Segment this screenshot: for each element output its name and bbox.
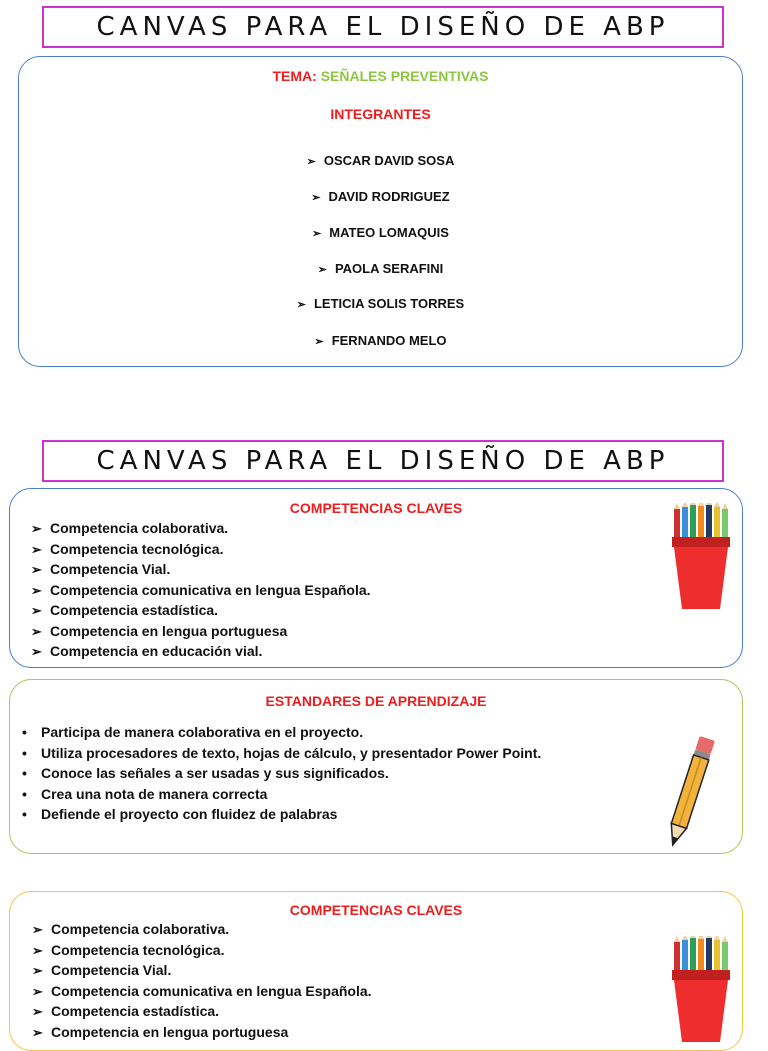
competencias-heading: COMPETENCIAS CLAVES [289, 500, 463, 516]
tema-value: SEÑALES PREVENTIVAS [320, 68, 489, 84]
arrow-icon: ➢ [32, 922, 43, 937]
tema-line [19, 68, 742, 84]
arrow-icon: ➢ [32, 942, 43, 958]
list-item: ➢ Competencia estadística. [31, 600, 371, 621]
bullet-icon: • [22, 765, 27, 781]
competencias-card-2 [9, 891, 743, 1051]
list-item: • Conoce las señales a ser usadas y sus significados. [22, 763, 541, 784]
arrow-icon: ➢ [32, 1024, 43, 1040]
member-item: ➢ LETICIA SOLIS TORRES [296, 296, 465, 311]
competencias-heading-2: COMPETENCIAS CLAVES [289, 902, 463, 918]
arrow-icon: ➢ [32, 1004, 43, 1019]
pencil-cup-icon [668, 503, 734, 611]
list-item: ➢ Competencia en educación vial. [31, 641, 371, 662]
member-item: ➢ OSCAR DAVID SOSA [306, 153, 455, 168]
estandares-list [22, 722, 541, 825]
list-item: ➢ Competencia en lengua portuguesa [32, 1022, 372, 1043]
list-item: ➢ Competencia colaborativa. [31, 518, 371, 539]
member-item: ➢ DAVID RODRIGUEZ [311, 189, 450, 204]
estandares-card [9, 679, 743, 854]
arrow-icon: ➢ [312, 228, 322, 240]
bullet-icon: • [22, 785, 27, 802]
member-item: ➢ MATEO LOMAQUIS [312, 225, 449, 240]
arrow-icon: ➢ [296, 299, 306, 311]
list-item: ➢ Competencia Vial. [32, 960, 372, 981]
bullet-icon: • [22, 744, 27, 761]
member-item: ➢ FERNANDO MELO [314, 333, 447, 348]
arrow-icon: ➢ [314, 336, 324, 348]
estandares-heading: ESTANDARES DE APRENDIZAJE [265, 693, 487, 709]
list-item: ➢ Competencia colaborativa. [32, 919, 372, 940]
competencias-card [9, 488, 743, 668]
page-title-1: CANVAS PARA EL DISEÑO DE ABP [42, 6, 724, 48]
list-item: • Participa de manera colaborativa en el proyecto. [22, 722, 541, 743]
bullet-icon: • [22, 724, 27, 740]
arrow-icon: ➢ [306, 156, 316, 168]
tema-label: TEMA: [272, 68, 317, 84]
list-item: ➢ Competencia comunicativa en lengua Española. [32, 981, 372, 1002]
integrantes-heading: INTEGRANTES [330, 106, 431, 122]
list-item: • Crea una nota de manera correcta [22, 784, 541, 805]
list-item: ➢ Competencia tecnológica. [31, 539, 371, 560]
list-item: ➢ Competencia en lengua portuguesa [31, 621, 371, 642]
list-item: ➢ Competencia tecnológica. [32, 940, 372, 961]
bullet-icon: • [22, 806, 27, 822]
list-item: ➢ Competencia Vial. [31, 559, 371, 580]
arrow-icon: ➢ [31, 521, 42, 536]
tema-card [18, 56, 743, 367]
member-item: ➢ PAOLA SERAFINI [317, 261, 444, 276]
page-title-2: CANVAS PARA EL DISEÑO DE ABP [42, 440, 724, 482]
arrow-icon: ➢ [31, 562, 42, 577]
pencil-cup-icon [668, 936, 734, 1044]
pencil-icon [664, 732, 718, 852]
arrow-icon: ➢ [31, 644, 42, 659]
list-item: ➢ Competencia comunicativa en lengua Española. [31, 580, 371, 601]
list-item: • Defiende el proyecto con fluidez de palabras [22, 804, 541, 825]
arrow-icon: ➢ [317, 264, 327, 276]
list-item: ➢ Competencia estadística. [32, 1001, 372, 1022]
arrow-icon: ➢ [31, 582, 42, 598]
arrow-icon: ➢ [32, 963, 43, 978]
list-item: • Utiliza procesadores de texto, hojas de cálculo, y presentador Power Point. [22, 743, 541, 764]
arrow-icon: ➢ [311, 192, 321, 204]
arrow-icon: ➢ [32, 983, 43, 999]
arrow-icon: ➢ [31, 623, 42, 639]
competencias-list [31, 518, 371, 662]
arrow-icon: ➢ [31, 603, 42, 618]
arrow-icon: ➢ [31, 541, 42, 557]
